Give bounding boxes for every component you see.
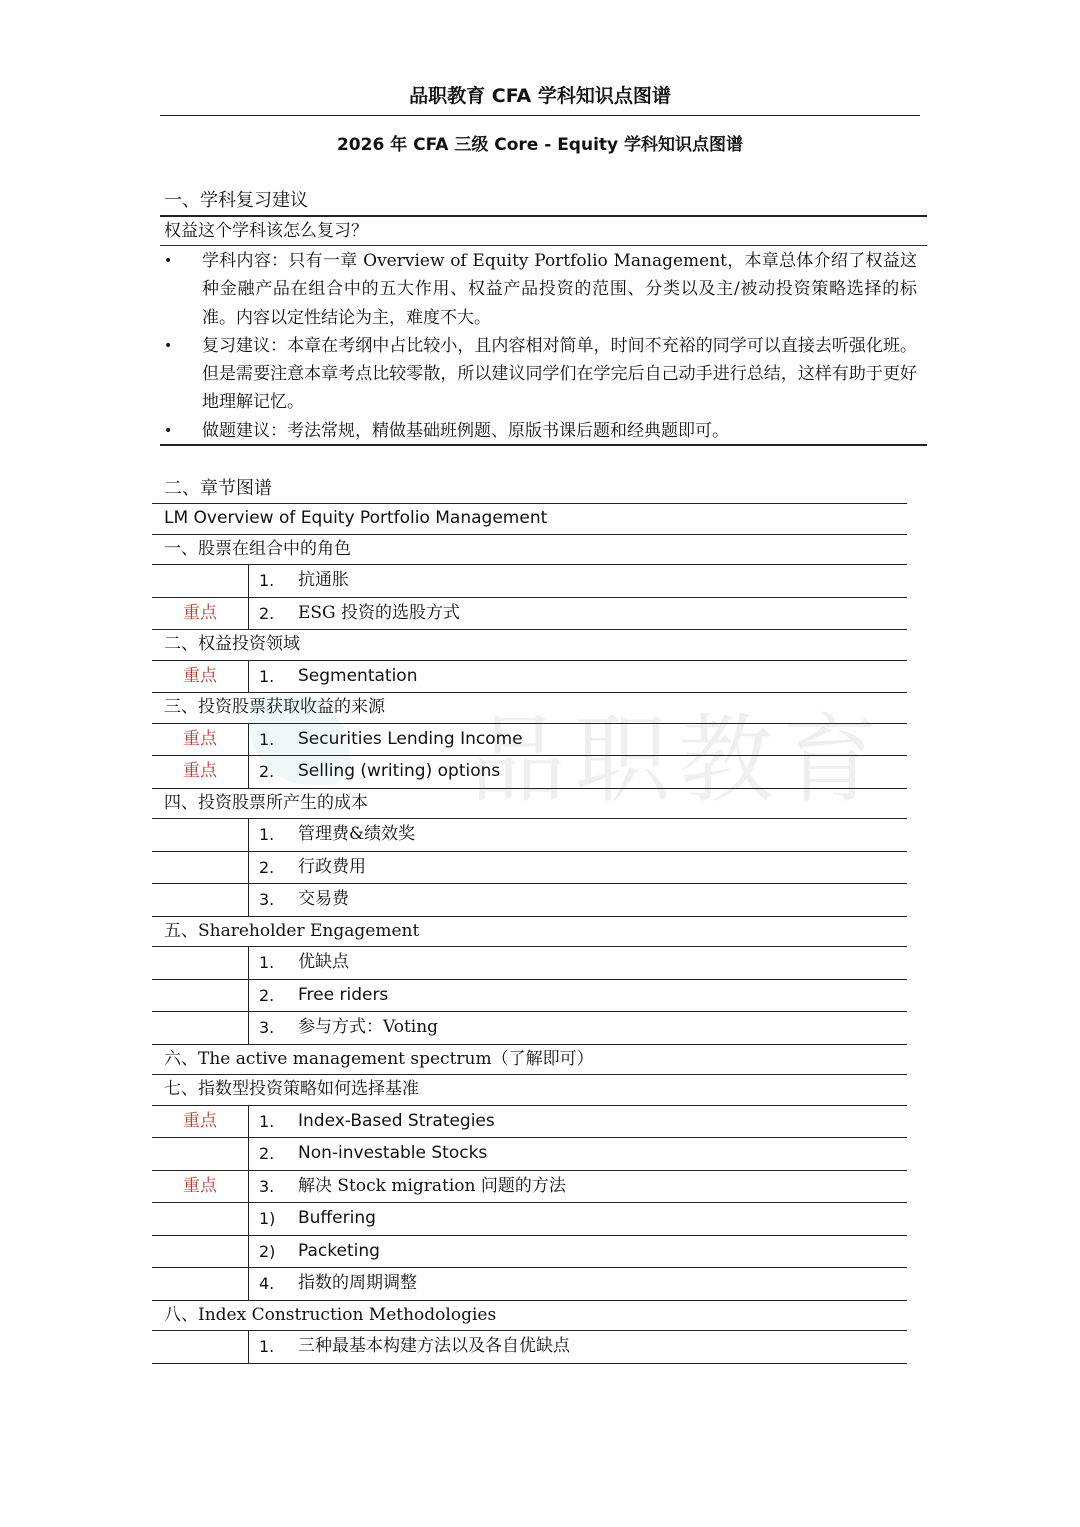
key-point-tag xyxy=(152,819,249,851)
key-point-tag xyxy=(152,1268,249,1300)
outline-item-row xyxy=(152,1171,907,1204)
item-number: 1. xyxy=(259,1337,275,1356)
outline-section-label: 六、The active management spectrum（了解即可） xyxy=(164,1048,594,1069)
key-point-tag: 重点 xyxy=(152,756,249,788)
item-number: 1. xyxy=(259,1111,275,1131)
item-number: 1. xyxy=(259,825,275,844)
item-text: Packeting xyxy=(298,1240,380,1261)
outline-item-row xyxy=(152,852,907,885)
item-number: 2. xyxy=(259,1144,275,1163)
item-text: Selling (writing) options xyxy=(298,761,501,781)
bullet-icon: • xyxy=(164,337,173,354)
item-number: 3. xyxy=(259,1176,275,1196)
outline-item-row xyxy=(152,598,907,631)
outline-section-row xyxy=(152,917,907,948)
key-point-tag: 重点 xyxy=(152,1171,249,1203)
item-number: 2. xyxy=(259,603,275,623)
outline-item-row xyxy=(152,1236,907,1269)
document-header-title: 品职教育 CFA 学科知识点图谱 xyxy=(409,85,671,107)
outline-item-row xyxy=(152,1012,907,1045)
outline-section-row xyxy=(152,630,907,661)
review-advice-list xyxy=(160,247,927,445)
list-item xyxy=(160,332,927,417)
advice-practice: 做题建议：考法常规，精做基础班例题、原版书课后题和经典题即可。 xyxy=(202,420,729,441)
item-text: 行政费用 xyxy=(298,856,366,877)
item-text: Segmentation xyxy=(298,665,418,686)
item-text: 解决 Stock migration 问题的方法 xyxy=(298,1175,566,1196)
outline-item-row xyxy=(152,756,907,789)
advice-content: 学科内容：只有一章 Overview of Equity Portfolio Management，本章总体介绍了权益这种金融产品在组合中的五大作用、权益产品投资的范围、分类以及主/被动投资策略选择的标准。内容以定性结论为主，难度不大。 xyxy=(202,251,917,328)
item-text: Buffering xyxy=(298,1208,376,1228)
key-point-tag: 重点 xyxy=(152,1106,249,1138)
key-point-tag xyxy=(152,1203,249,1235)
outline-item-row xyxy=(152,947,907,980)
outline-item-row xyxy=(152,661,907,694)
outline-item-row xyxy=(152,1331,907,1364)
section2-heading: 二、章节图谱 xyxy=(164,478,272,499)
section1-bottom-rule xyxy=(160,444,927,446)
outline-section-label: 五、Shareholder Engagement xyxy=(164,920,420,941)
item-text: 三种最基本构建方法以及各自优缺点 xyxy=(298,1336,570,1356)
item-number: 2. xyxy=(259,857,275,877)
outline-item-row xyxy=(152,1138,907,1171)
outline-section-label: 一、股票在组合中的角色 xyxy=(164,538,351,559)
item-text: Securities Lending Income xyxy=(298,728,523,749)
key-point-tag xyxy=(152,947,249,979)
item-text: Index-Based Strategies xyxy=(298,1110,495,1131)
outline-section-row xyxy=(152,693,907,724)
key-point-tag: 重点 xyxy=(152,724,249,756)
item-number: 2. xyxy=(259,985,275,1005)
key-point-tag xyxy=(152,1236,249,1268)
key-point-tag xyxy=(152,852,249,884)
key-point-tag xyxy=(152,884,249,916)
chapter-outline-table xyxy=(152,503,907,1364)
item-text: 交易费 xyxy=(298,889,349,909)
advice-review: 复习建议：本章在考纲中占比较小，且内容相对简单，时间不充裕的同学可以直接去听强化班。但是需要注意本章考点比较零散，所以建议同学们在学完后自己动手进行总结，这样有助于更好地理解记忆。 xyxy=(202,335,917,413)
outline-section-label: 八、Index Construction Methodologies xyxy=(164,1304,497,1325)
item-number: 1. xyxy=(259,666,275,686)
document-subtitle: 2026 年 CFA 三级 Core - Equity 学科知识点图谱 xyxy=(336,135,744,155)
item-number: 1. xyxy=(259,729,275,749)
item-number: 4. xyxy=(259,1274,275,1293)
outline-section-label: 七、指数型投资策略如何选择基准 xyxy=(164,1079,419,1099)
outline-section-row xyxy=(152,1045,907,1076)
item-number: 3. xyxy=(259,1018,275,1037)
bullet-icon: • xyxy=(164,422,173,439)
outline-item-row xyxy=(152,1268,907,1301)
outline-item-row xyxy=(152,980,907,1013)
key-point-tag: 重点 xyxy=(152,661,249,693)
section1-question: 权益这个学科该怎么复习？ xyxy=(164,221,368,241)
key-point-tag xyxy=(152,980,249,1012)
item-number: 2) xyxy=(259,1241,276,1261)
watermark-text: 品职教育 xyxy=(470,704,886,816)
item-text: 抗通胀 xyxy=(298,570,349,590)
item-text: 参与方式：Voting xyxy=(298,1017,439,1037)
section1-question-rule xyxy=(160,245,927,246)
outline-section-label: 二、权益投资领域 xyxy=(164,634,300,654)
outline-item-row xyxy=(152,819,907,852)
outline-section-row xyxy=(152,789,907,820)
item-text: Free riders xyxy=(298,984,389,1005)
outline-item-row xyxy=(152,565,907,598)
item-text: Non-investable Stocks xyxy=(298,1143,488,1163)
outline-item-row xyxy=(152,1203,907,1236)
list-item xyxy=(160,247,927,332)
outline-item-row xyxy=(152,884,907,917)
key-point-tag xyxy=(152,1331,249,1363)
key-point-tag xyxy=(152,565,249,597)
reading-title-row xyxy=(152,504,907,535)
outline-item-row xyxy=(152,724,907,757)
item-number: 3. xyxy=(259,890,275,909)
item-number: 1) xyxy=(259,1209,276,1228)
section1-heading: 一、学科复习建议 xyxy=(164,190,308,211)
outline-section-label: 三、投资股票获取收益的来源 xyxy=(164,697,385,717)
header-rule xyxy=(160,115,920,116)
item-number: 1. xyxy=(259,571,275,590)
outline-section-row xyxy=(152,1075,907,1106)
item-text: ESG 投资的选股方式 xyxy=(298,602,461,623)
item-text: 指数的周期调整 xyxy=(298,1273,417,1293)
item-text: 管理费&绩效奖 xyxy=(298,824,416,844)
item-number: 2. xyxy=(259,762,275,781)
outline-section-row xyxy=(152,1301,907,1332)
key-point-tag: 重点 xyxy=(152,598,249,630)
section1-top-rule xyxy=(160,215,927,217)
key-point-tag xyxy=(152,1138,249,1170)
item-text: 优缺点 xyxy=(298,952,349,972)
bullet-icon: • xyxy=(164,253,173,269)
item-number: 1. xyxy=(259,953,275,972)
outline-item-row xyxy=(152,1106,907,1139)
reading-title: LM Overview of Equity Portfolio Management xyxy=(164,508,548,528)
outline-section-row xyxy=(152,535,907,566)
outline-section-label: 四、投资股票所产生的成本 xyxy=(164,792,368,813)
list-item xyxy=(160,417,927,445)
key-point-tag xyxy=(152,1012,249,1044)
